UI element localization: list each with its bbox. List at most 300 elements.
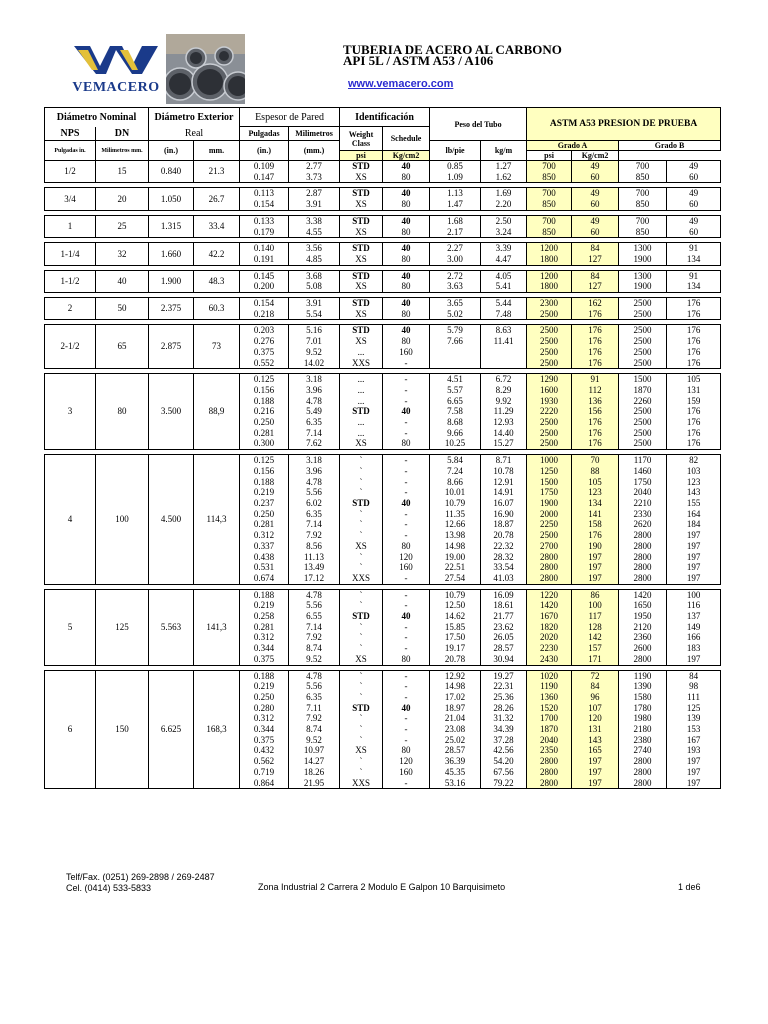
cell-wall-in: 0.188 — [240, 477, 289, 488]
cell-schedule: - — [383, 385, 430, 396]
cell-psi-b: 850 — [619, 227, 667, 238]
cell-kgcm2-a: 176 — [572, 358, 619, 369]
cell-kgcm2-a: 176 — [572, 325, 619, 336]
header-pulgadas-in: Pulgadas in. — [45, 141, 96, 161]
website-link[interactable]: www.vemacero.com — [348, 78, 454, 90]
cell-psi-a: 2700 — [527, 541, 572, 552]
cell-kgm: 8.63 — [481, 325, 527, 336]
cell-kgcm2-b: 155 — [667, 498, 721, 509]
cell-psi-a: 1820 — [527, 622, 572, 633]
cell-kgcm2-a: 112 — [572, 385, 619, 396]
cell-dn: 50 — [96, 298, 149, 320]
cell-dn: 15 — [96, 161, 149, 183]
cell-lbpie: 25.02 — [430, 735, 481, 746]
cell-wall-mm: 3.18 — [289, 455, 340, 466]
cell-psi-b: 2500 — [619, 336, 667, 347]
cell-kgcm2-a: 197 — [572, 767, 619, 778]
cell-weight-class: ` — [340, 681, 383, 692]
cell-lbpie: 12.66 — [430, 519, 481, 530]
cell-schedule: 80 — [383, 745, 430, 756]
footer-page-number: 1 de6 — [678, 882, 701, 892]
cell-kgcm2-b: 153 — [667, 724, 721, 735]
cell-weight-class: ` — [340, 724, 383, 735]
cell-wall-in: 0.125 — [240, 455, 289, 466]
cell-kgm: 16.90 — [481, 509, 527, 520]
cell-lbpie — [430, 358, 481, 369]
cell-psi-b: 2040 — [619, 487, 667, 498]
cell-kgm: 41.03 — [481, 573, 527, 584]
cell-kgm: 18.87 — [481, 519, 527, 530]
cell-kgm: 3.39 — [481, 243, 527, 254]
cell-kgcm2-a: 162 — [572, 298, 619, 309]
cell-nps: 4 — [45, 455, 96, 584]
cell-schedule: - — [383, 428, 430, 439]
cell-psi-b: 1980 — [619, 713, 667, 724]
cell-psi-b: 2800 — [619, 778, 667, 789]
cell-kgcm2-a: 134 — [572, 498, 619, 509]
cell-psi-a: 1200 — [527, 270, 572, 281]
cell-od-in: 4.500 — [149, 455, 194, 584]
header-grado-a: Grado A — [527, 141, 619, 151]
cell-wall-in: 0.312 — [240, 530, 289, 541]
cell-wall-mm: 8.56 — [289, 541, 340, 552]
cell-wall-mm: 2.77 — [289, 161, 340, 172]
cell-schedule: - — [383, 519, 430, 530]
cell-weight-class: XXS — [340, 573, 383, 584]
cell-weight-class: ` — [340, 767, 383, 778]
cell-psi-b: 1300 — [619, 243, 667, 254]
cell-wall-mm: 7.11 — [289, 703, 340, 714]
cell-psi-b: 1950 — [619, 611, 667, 622]
cell-kgcm2-a: 157 — [572, 643, 619, 654]
cell-schedule: 40 — [383, 703, 430, 714]
cell-wall-mm: 5.08 — [289, 281, 340, 292]
cell-kgm: 7.48 — [481, 309, 527, 320]
cell-kgcm2-b: 111 — [667, 692, 721, 703]
cell-psi-b: 2330 — [619, 509, 667, 520]
cell-schedule: 40 — [383, 406, 430, 417]
cell-wall-in: 0.674 — [240, 573, 289, 584]
cell-kgcm2-b: 176 — [667, 406, 721, 417]
cell-wall-in: 0.188 — [240, 589, 289, 600]
cell-wall-in: 0.140 — [240, 243, 289, 254]
cell-psi-a: 1420 — [527, 600, 572, 611]
cell-wall-mm: 2.87 — [289, 188, 340, 199]
cell-weight-class: STD — [340, 215, 383, 226]
cell-nps: 5 — [45, 589, 96, 665]
cell-schedule: - — [383, 670, 430, 681]
cell-kgm: 34.39 — [481, 724, 527, 735]
cell-schedule: - — [383, 681, 430, 692]
cell-kgcm2-a: 72 — [572, 670, 619, 681]
cell-lbpie: 18.97 — [430, 703, 481, 714]
cell-schedule: - — [383, 417, 430, 428]
cell-nps: 3 — [45, 374, 96, 450]
cell-weight-class: XS — [340, 541, 383, 552]
cell-kgcm2-a: 197 — [572, 562, 619, 573]
cell-schedule: 40 — [383, 325, 430, 336]
cell-wall-in: 0.552 — [240, 358, 289, 369]
cell-kgcm2-a: 88 — [572, 466, 619, 477]
cell-wall-in: 0.281 — [240, 622, 289, 633]
cell-psi-a: 2800 — [527, 562, 572, 573]
cell-weight-class: STD — [340, 498, 383, 509]
cell-kgcm2-a: 141 — [572, 509, 619, 520]
cell-wall-in: 0.281 — [240, 519, 289, 530]
cell-wall-mm: 3.38 — [289, 215, 340, 226]
cell-kgm: 1.62 — [481, 172, 527, 183]
cell-wall-in: 0.147 — [240, 172, 289, 183]
cell-wall-in: 0.300 — [240, 438, 289, 449]
cell-kgcm2-b: 176 — [667, 347, 721, 358]
cell-wall-in: 0.154 — [240, 298, 289, 309]
cell-wall-mm: 5.54 — [289, 309, 340, 320]
cell-wall-in: 0.250 — [240, 509, 289, 520]
cell-kgm: 12.93 — [481, 417, 527, 428]
cell-wall-mm: 7.14 — [289, 622, 340, 633]
cell-dn: 32 — [96, 243, 149, 265]
cell-wall-mm: 3.96 — [289, 385, 340, 396]
cell-od-mm: 26.7 — [194, 188, 240, 210]
cell-lbpie: 3.00 — [430, 254, 481, 265]
header-weight-class: Weight Class — [340, 127, 383, 151]
cell-psi-a: 1600 — [527, 385, 572, 396]
cell-schedule: - — [383, 477, 430, 488]
cell-wall-mm: 11.13 — [289, 552, 340, 563]
header-dn: DN — [96, 127, 149, 141]
cell-od-mm: 33.4 — [194, 215, 240, 237]
cell-lbpie: 2.17 — [430, 227, 481, 238]
cell-kgcm2-b: 183 — [667, 643, 721, 654]
cell-weight-class: XS — [340, 172, 383, 183]
cell-kgm: 37.28 — [481, 735, 527, 746]
cell-schedule: - — [383, 374, 430, 385]
cell-wall-mm: 4.78 — [289, 477, 340, 488]
cell-schedule: - — [383, 632, 430, 643]
cell-lbpie: 9.66 — [430, 428, 481, 439]
cell-weight-class: STD — [340, 298, 383, 309]
cell-wall-mm: 9.52 — [289, 654, 340, 665]
cell-kgcm2-a: 176 — [572, 438, 619, 449]
table-body — [45, 161, 721, 789]
cell-weight-class: ` — [340, 600, 383, 611]
cell-schedule: - — [383, 622, 430, 633]
cell-wall-in: 0.438 — [240, 552, 289, 563]
cell-lbpie: 17.02 — [430, 692, 481, 703]
table-row — [45, 589, 721, 600]
cell-od-in: 0.840 — [149, 161, 194, 183]
cell-wall-in: 0.864 — [240, 778, 289, 789]
cell-weight-class: STD — [340, 270, 383, 281]
cell-kgcm2-b: 197 — [667, 552, 721, 563]
cell-psi-b: 2500 — [619, 325, 667, 336]
cell-wall-mm: 3.18 — [289, 374, 340, 385]
header-lbpie: lb/pie — [430, 141, 481, 161]
cell-weight-class: XXS — [340, 778, 383, 789]
footer-address: Zona Industrial 2 Carrera 2 Modulo E Galpon 10 Barquisimeto — [258, 882, 506, 892]
cell-psi-a: 2500 — [527, 358, 572, 369]
cell-wall-in: 0.375 — [240, 735, 289, 746]
cell-kgcm2-a: 176 — [572, 347, 619, 358]
cell-wall-mm: 3.56 — [289, 243, 340, 254]
cell-wall-in: 0.312 — [240, 632, 289, 643]
cell-kgcm2-b: 176 — [667, 309, 721, 320]
cell-psi-b: 2800 — [619, 562, 667, 573]
cell-psi-b: 1900 — [619, 254, 667, 265]
cell-kgcm2-a: 60 — [572, 172, 619, 183]
cell-wall-mm: 3.68 — [289, 270, 340, 281]
cell-psi-a: 2500 — [527, 438, 572, 449]
cell-wall-in: 0.154 — [240, 199, 289, 210]
cell-kgm: 30.94 — [481, 654, 527, 665]
cell-kgm: 28.57 — [481, 643, 527, 654]
cell-wall-mm: 7.14 — [289, 428, 340, 439]
cell-psi-b: 2800 — [619, 573, 667, 584]
cell-lbpie: 10.79 — [430, 589, 481, 600]
cell-kgcm2-b: 60 — [667, 199, 721, 210]
header-diam-exterior: Diámetro Exterior — [149, 108, 240, 127]
cell-dn: 25 — [96, 215, 149, 237]
cell-wall-mm: 4.85 — [289, 254, 340, 265]
header-wall-mm: (mm.) — [289, 141, 340, 161]
cell-od-in: 2.375 — [149, 298, 194, 320]
cell-wall-in: 0.375 — [240, 654, 289, 665]
cell-nps: 3/4 — [45, 188, 96, 210]
cell-wall-in: 0.216 — [240, 406, 289, 417]
cell-kgcm2-a: 100 — [572, 600, 619, 611]
cell-kgm: 16.09 — [481, 589, 527, 600]
cell-wall-mm: 7.01 — [289, 336, 340, 347]
cell-lbpie: 36.39 — [430, 756, 481, 767]
cell-psi-a: 2500 — [527, 347, 572, 358]
cell-od-mm: 141,3 — [194, 589, 240, 665]
cell-kgm: 9.92 — [481, 396, 527, 407]
cell-schedule: 80 — [383, 199, 430, 210]
cell-kgcm2-b: 134 — [667, 281, 721, 292]
cell-nps: 2 — [45, 298, 96, 320]
cell-psi-b: 1460 — [619, 466, 667, 477]
cell-lbpie: 13.98 — [430, 530, 481, 541]
cell-schedule: 40 — [383, 611, 430, 622]
header-psi-a: psi — [340, 151, 383, 161]
cell-psi-a: 2500 — [527, 309, 572, 320]
cell-lbpie: 8.68 — [430, 417, 481, 428]
header-od-mm: mm. — [194, 141, 240, 161]
cell-kgcm2-a: 176 — [572, 428, 619, 439]
cell-psi-a: 700 — [527, 188, 572, 199]
cell-wall-in: 0.156 — [240, 385, 289, 396]
cell-wall-in: 0.200 — [240, 281, 289, 292]
table-row — [45, 298, 721, 309]
cell-kgcm2-b: 84 — [667, 670, 721, 681]
cell-wall-mm: 7.62 — [289, 438, 340, 449]
cell-wall-in: 0.719 — [240, 767, 289, 778]
cell-weight-class: STD — [340, 188, 383, 199]
cell-kgm: 20.78 — [481, 530, 527, 541]
cell-psi-b: 1780 — [619, 703, 667, 714]
cell-weight-class: ` — [340, 519, 383, 530]
header-diam-nominal: Diámetro Nominal — [45, 108, 149, 127]
cell-schedule: 40 — [383, 298, 430, 309]
cell-kgm: 21.77 — [481, 611, 527, 622]
cell-kgcm2-a: 197 — [572, 778, 619, 789]
page-subtitle: API 5L / ASTM A53 / A106 — [343, 53, 494, 68]
cell-od-mm: 73 — [194, 325, 240, 369]
cell-psi-b: 2500 — [619, 428, 667, 439]
cell-kgm: 67.56 — [481, 767, 527, 778]
cell-lbpie: 20.78 — [430, 654, 481, 665]
cell-lbpie: 1.13 — [430, 188, 481, 199]
cell-lbpie: 23.08 — [430, 724, 481, 735]
cell-lbpie: 22.51 — [430, 562, 481, 573]
cell-schedule: 40 — [383, 498, 430, 509]
cell-schedule: 120 — [383, 552, 430, 563]
table-row — [45, 215, 721, 226]
cell-schedule: 80 — [383, 172, 430, 183]
cell-od-in: 5.563 — [149, 589, 194, 665]
cell-kgm: 1.27 — [481, 161, 527, 172]
cell-schedule: - — [383, 643, 430, 654]
cell-od-mm: 42.2 — [194, 243, 240, 265]
cell-wall-mm: 18.26 — [289, 767, 340, 778]
cell-od-in: 1.050 — [149, 188, 194, 210]
cell-psi-b: 2500 — [619, 417, 667, 428]
cell-wall-in: 0.219 — [240, 487, 289, 498]
cell-od-in: 3.500 — [149, 374, 194, 450]
cell-schedule: 120 — [383, 756, 430, 767]
cell-lbpie: 3.63 — [430, 281, 481, 292]
cell-kgm: 25.36 — [481, 692, 527, 703]
cell-wall-mm: 5.56 — [289, 600, 340, 611]
cell-psi-b: 700 — [619, 161, 667, 172]
cell-kgcm2-b: 176 — [667, 325, 721, 336]
cell-kgcm2-b: 184 — [667, 519, 721, 530]
cell-kgcm2-b: 167 — [667, 735, 721, 746]
cell-od-in: 1.900 — [149, 270, 194, 292]
cell-psi-b: 2800 — [619, 767, 667, 778]
cell-psi-b: 2500 — [619, 438, 667, 449]
cell-od-mm: 88,9 — [194, 374, 240, 450]
table-row — [45, 455, 721, 466]
cell-kgm: 22.32 — [481, 541, 527, 552]
cell-kgcm2-b: 197 — [667, 767, 721, 778]
cell-wall-in: 0.344 — [240, 643, 289, 654]
cell-kgm: 26.05 — [481, 632, 527, 643]
cell-wall-mm: 4.78 — [289, 589, 340, 600]
cell-lbpie: 10.01 — [430, 487, 481, 498]
cell-schedule: 40 — [383, 215, 430, 226]
cell-wall-in: 0.188 — [240, 396, 289, 407]
header-kgm: kg/m — [481, 141, 527, 161]
cell-kgcm2-b: 60 — [667, 172, 721, 183]
cell-kgcm2-a: 190 — [572, 541, 619, 552]
cell-kgm: 1.69 — [481, 188, 527, 199]
header-espesor: Espesor de Pared — [240, 108, 340, 127]
cell-psi-a: 1190 — [527, 681, 572, 692]
cell-schedule: - — [383, 713, 430, 724]
cell-kgm: 8.29 — [481, 385, 527, 396]
cell-psi-a: 850 — [527, 172, 572, 183]
cell-weight-class: ... — [340, 396, 383, 407]
header-psi-b: psi — [527, 151, 572, 161]
cell-kgcm2-b: 164 — [667, 509, 721, 520]
cell-psi-b: 1870 — [619, 385, 667, 396]
cell-nps: 6 — [45, 670, 96, 789]
header-wall-in: (in.) — [240, 141, 289, 161]
cell-wall-mm: 21.95 — [289, 778, 340, 789]
cell-psi-b: 850 — [619, 199, 667, 210]
cell-kgcm2-a: 49 — [572, 215, 619, 226]
cell-kgm: 11.29 — [481, 406, 527, 417]
cell-weight-class: ` — [340, 477, 383, 488]
cell-psi-b: 1750 — [619, 477, 667, 488]
cell-kgcm2-a: 131 — [572, 724, 619, 735]
cell-wall-mm: 4.55 — [289, 227, 340, 238]
cell-schedule: 40 — [383, 161, 430, 172]
cell-kgcm2-b: 131 — [667, 385, 721, 396]
cell-lbpie: 28.57 — [430, 745, 481, 756]
cell-wall-in: 0.432 — [240, 745, 289, 756]
header-peso: Peso del Tubo — [430, 108, 527, 141]
cell-psi-a: 1930 — [527, 396, 572, 407]
cell-nps: 1 — [45, 215, 96, 237]
cell-schedule: 80 — [383, 654, 430, 665]
cell-wall-mm: 7.92 — [289, 713, 340, 724]
cell-psi-a: 1670 — [527, 611, 572, 622]
cell-lbpie: 5.79 — [430, 325, 481, 336]
cell-psi-b: 2620 — [619, 519, 667, 530]
cell-kgcm2-b: 100 — [667, 589, 721, 600]
cell-wall-in: 0.145 — [240, 270, 289, 281]
cell-kgcm2-a: 123 — [572, 487, 619, 498]
cell-od-mm: 21.3 — [194, 161, 240, 183]
cell-kgm: 14.91 — [481, 487, 527, 498]
cell-weight-class: XS — [340, 745, 383, 756]
cell-wall-mm: 5.16 — [289, 325, 340, 336]
cell-od-mm: 114,3 — [194, 455, 240, 584]
header-real: Real — [149, 127, 240, 141]
cell-psi-a: 1870 — [527, 724, 572, 735]
cell-weight-class: STD — [340, 406, 383, 417]
cell-dn: 65 — [96, 325, 149, 369]
cell-weight-class: XS — [340, 281, 383, 292]
cell-kgm: 10.78 — [481, 466, 527, 477]
table-row — [45, 670, 721, 681]
cell-wall-in: 0.219 — [240, 600, 289, 611]
cell-wall-in: 0.375 — [240, 347, 289, 358]
cell-wall-in: 0.203 — [240, 325, 289, 336]
cell-kgcm2-a: 128 — [572, 622, 619, 633]
cell-kgm: 18.61 — [481, 600, 527, 611]
cell-dn: 125 — [96, 589, 149, 665]
cell-lbpie: 14.62 — [430, 611, 481, 622]
cell-wall-mm: 6.35 — [289, 509, 340, 520]
logo-text: VEMACERO — [72, 80, 160, 95]
cell-psi-a: 2500 — [527, 325, 572, 336]
cell-psi-a: 2000 — [527, 509, 572, 520]
cell-psi-a: 1000 — [527, 455, 572, 466]
cell-kgcm2-b: 98 — [667, 681, 721, 692]
cell-psi-a: 1290 — [527, 374, 572, 385]
table-row — [45, 325, 721, 336]
cell-dn: 20 — [96, 188, 149, 210]
cell-kgm: 16.07 — [481, 498, 527, 509]
cell-lbpie: 5.84 — [430, 455, 481, 466]
cell-kgm: 2.20 — [481, 199, 527, 210]
cell-psi-a: 850 — [527, 227, 572, 238]
cell-psi-b: 2360 — [619, 632, 667, 643]
cell-psi-a: 2230 — [527, 643, 572, 654]
